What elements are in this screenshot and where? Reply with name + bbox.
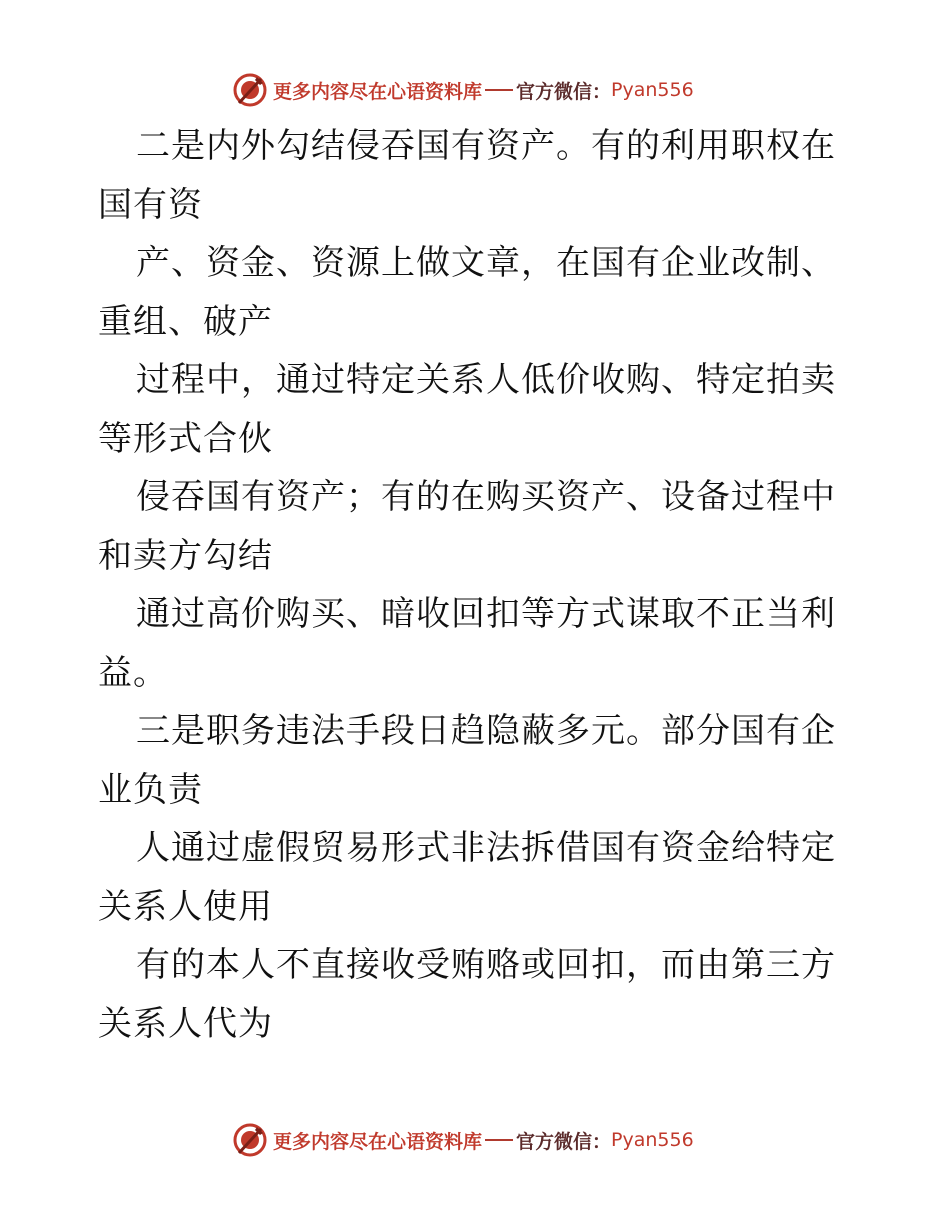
paragraph-6: 三是职务违法手段日趋隐蔽多元。部分国有企业负责 [98,711,836,810]
paragraph-7: 人通过虚假贸易形式非法拆借国有资金给特定关系人使用 [98,828,836,927]
paragraph-3: 过程中，通过特定关系人低价收购、特定拍卖等形式合伙 [98,360,836,459]
watermark-wechat-id: Pyan556 [611,79,694,101]
watermark-text: 更多内容尽在心语资料库 [273,80,483,103]
paragraph-1: 二是内外勾结侵吞国有资产。有的利用职权在国有资 [98,126,836,225]
watermark-wechat-label: 官方微信： [516,1130,612,1153]
watermark-wechat-id: Pyan556 [611,1129,694,1151]
watermark-dash [485,1139,513,1141]
pen-logo-icon [233,73,267,107]
watermark-text: 更多内容尽在心语资料库 [273,1130,483,1153]
paragraph-2: 产、资金、资源上做文章，在国有企业改制、重组、破产 [98,243,836,342]
watermark-dash [485,89,513,91]
paragraph-8: 有的本人不直接收受贿赂或回扣，而由第三方关系人代为 [98,945,836,1044]
watermark-wechat-label: 官方微信： [516,80,612,103]
document-body [98,117,858,1053]
pen-logo-icon [233,1123,267,1157]
paragraph-5: 通过高价购买、暗收回扣等方式谋取不正当利 益。 [98,594,836,693]
paragraph-4: 侵吞国有资产；有的在购买资产、设备过程中和卖方勾结 [98,477,836,576]
footer-watermark [233,1122,694,1158]
header-watermark [233,72,694,108]
